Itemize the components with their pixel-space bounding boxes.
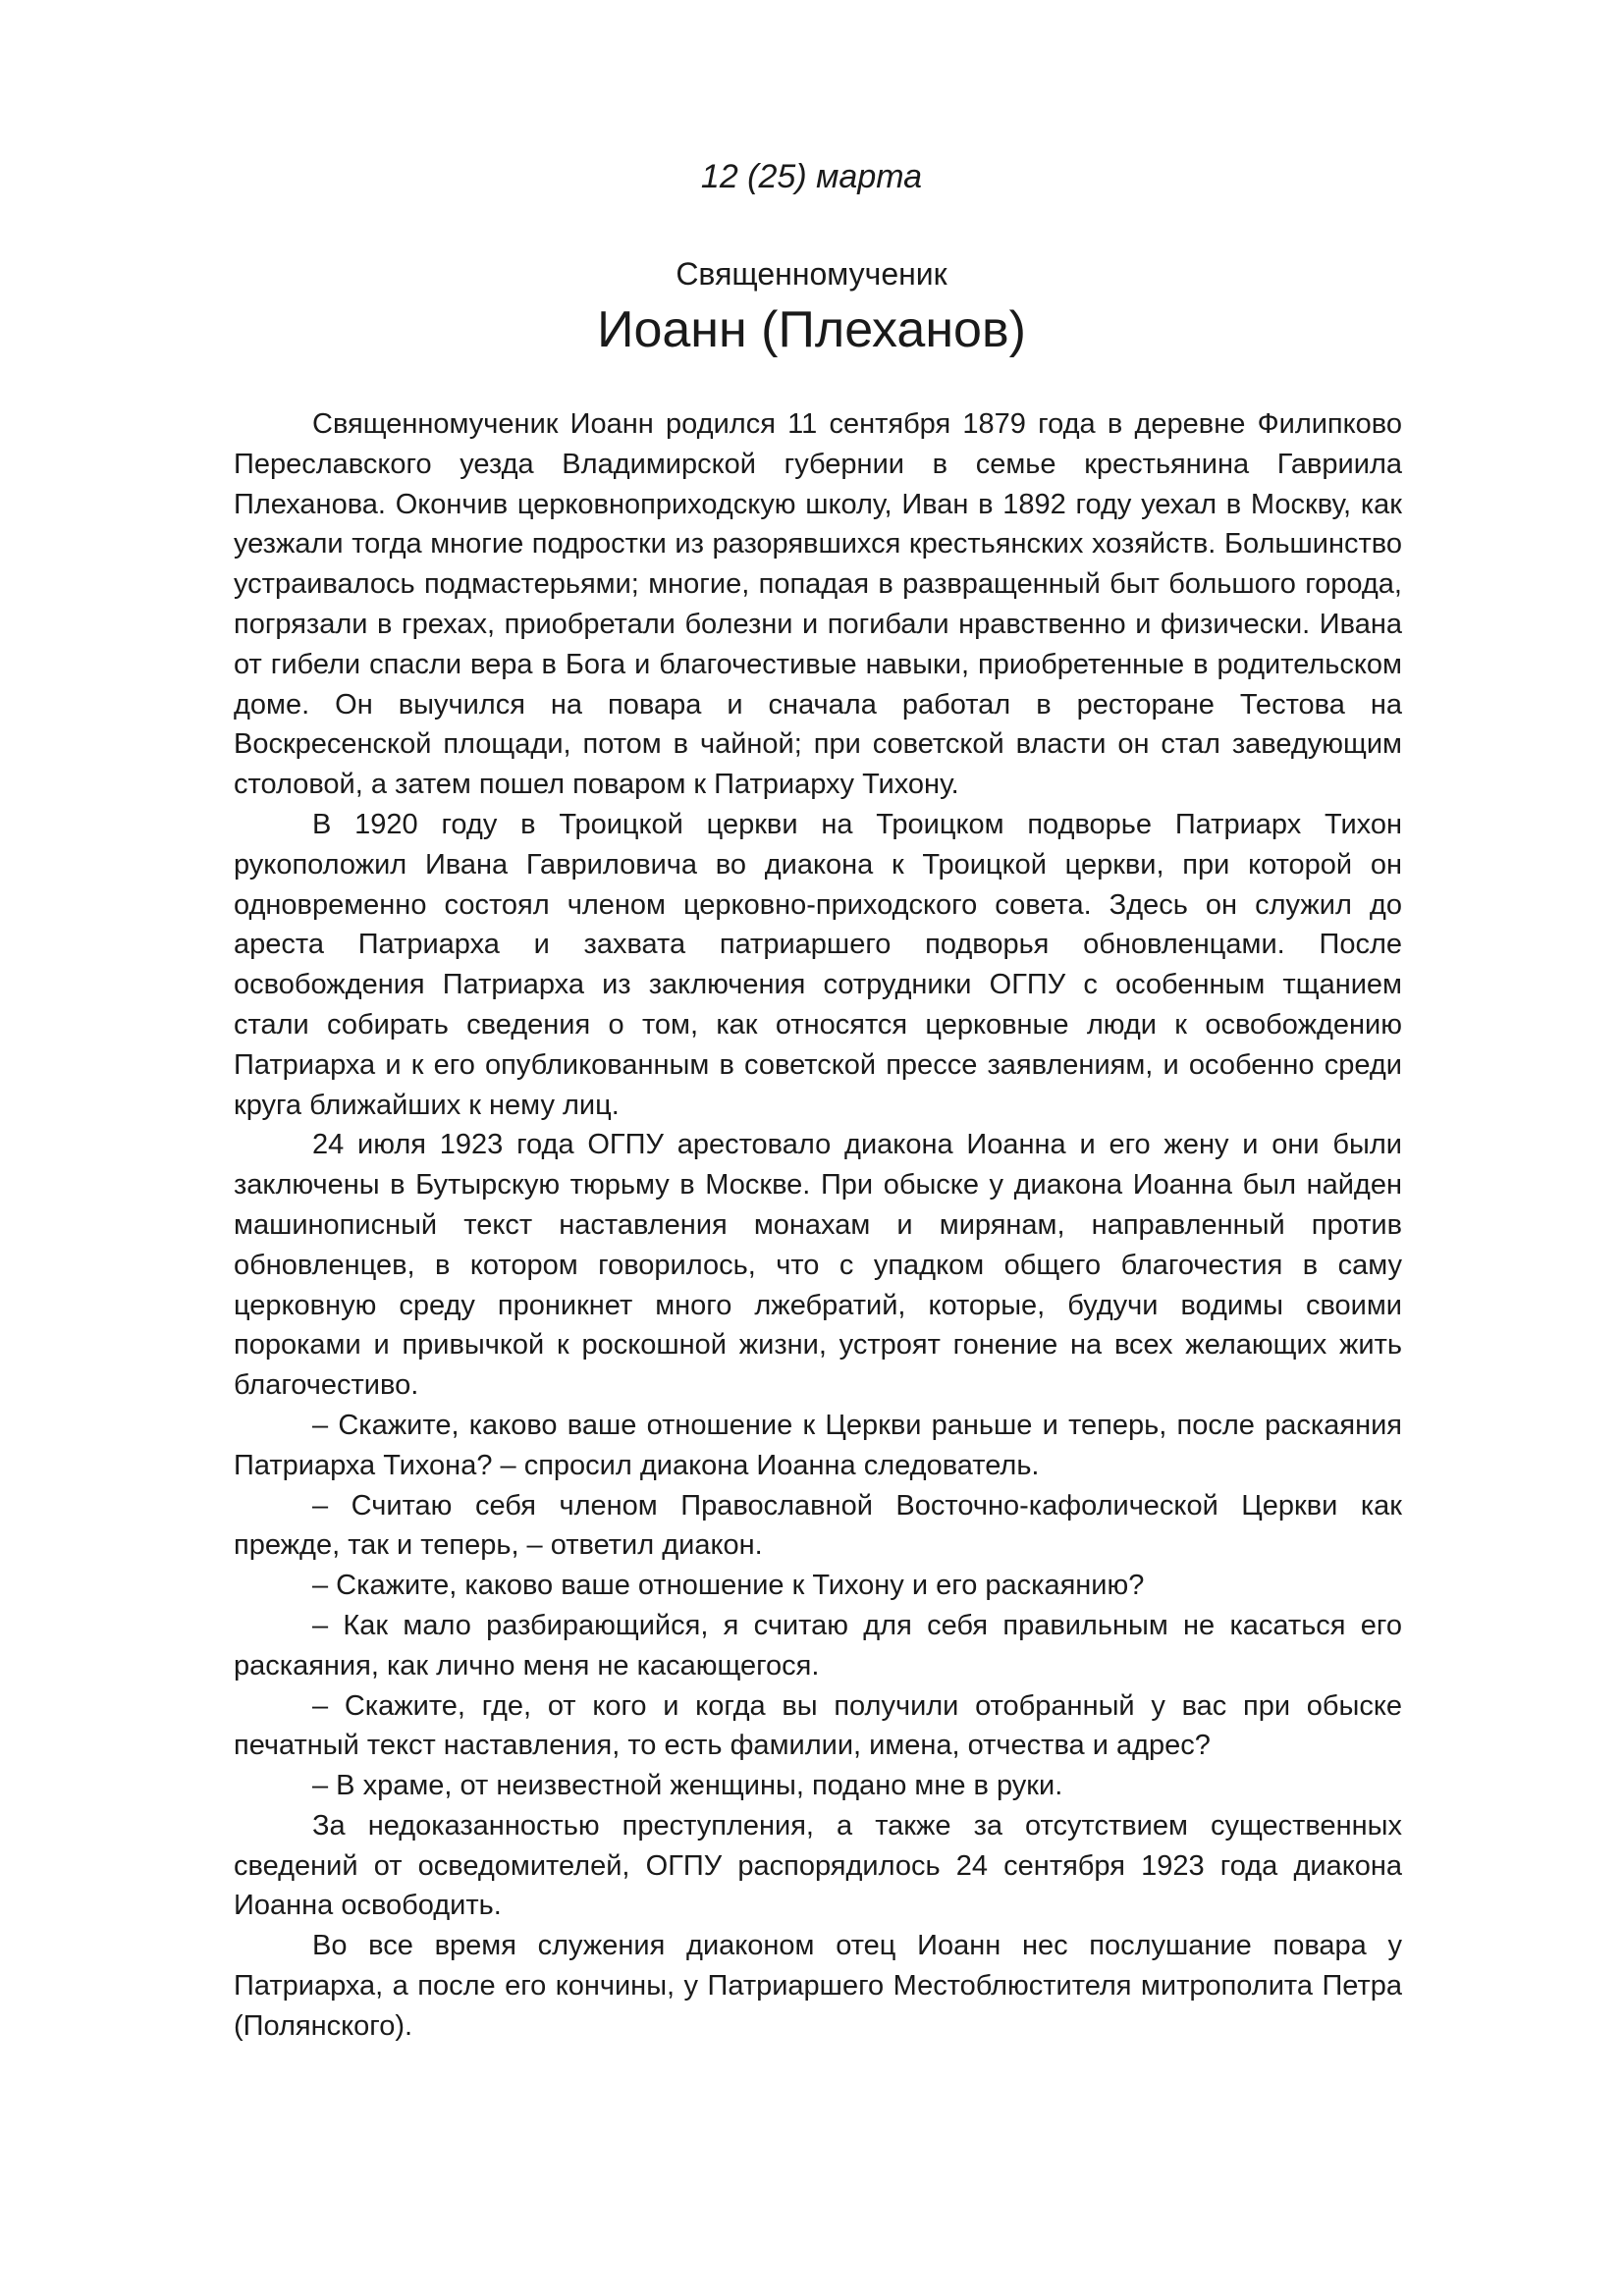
page-title: Иоанн (Плеханов): [597, 301, 1026, 358]
paragraph: За недоказанностью преступления, а также за отсутствием существенных сведений от осведомителей, ОГПУ распорядилось 24 сентября 1923 года диакона Иоанна освободить.: [234, 1809, 1402, 1922]
dialogue-line: – В храме, от неизвестной женщины, подано мне в руки.: [312, 1770, 1063, 1802]
paragraph: В 1920 году в Троицкой церкви на Троицком подворье Патриарх Тихон рукоположил Ивана Гавриловича во диакона к Троицкой церкви, при которой он одновременно состоял членом церковно-приходского совета. Здесь он служил до ареста Патриарха и захвата патриаршего подворья обновленцами. После освобождения Патриарха из заключения сотрудники ОГПУ с особенным тщанием стали собирать сведения о том, как относятся церковные люди к освобождению Патриарха и к его опубликованным в советской прессе заявлениям, и особенно среди круга ближайших к нему лиц.: [234, 808, 1402, 1121]
paragraph: Во все время служения диаконом отец Иоанн нес послушание повара у Патриарха, а после его кончины, у Патриаршего Местоблюстителя митрополита Петра (Полянского).: [234, 1930, 1402, 2042]
date-heading: 12 (25) марта: [700, 158, 923, 195]
dialogue-line: – Как мало разбирающийся, я считаю для себя правильным не касаться его раскаяния, как лично меня не касающегося.: [234, 1609, 1402, 1682]
title-prefix: Священномученик: [676, 256, 947, 292]
paragraph: Священномученик Иоанн родился 11 сентября 1879 года в деревне Филипково Переславского уезда Владимирской губернии в семье крестьянина Гавриила Плеханова. Окончив церковноприходскую школу, Иван в 1892 году уехал в Москву, как уезжали тогда многие подростки из разорявшихся крестьянских хозяйств. Большинство устраивалось подмастерьями; многие, попадая в развращенный быт большого города, погрязали в грехах, приобретали болезни и погибали нравственно и физически. Ивана от гибели спасли вера в Бога и благочестивые навыки, приобретенные в родительском доме. Он выучился на повара и сначала работал в ресторане Тестова на Воскресенской площади, потом в чайной; при советской власти он стал заведующим столовой, а затем пошел поваром к Патриарху Тихону.: [234, 408, 1402, 801]
paragraph: 24 июля 1923 года ОГПУ арестовало диакона Иоанна и его жену и они были заключены в Бутырскую тюрьму в Москве. При обыске у диакона Иоанна был найден машинописный текст наставления монахам и мирянам, направленный против обновленцев, в котором говорилось, что с упадком общего благочестия в саму церковную среду проникнет много лжебратий, которые, будучи водимы своими пороками и привычкой к роскошной жизни, устроят гонение на всех желающих жить благочестиво.: [234, 1129, 1402, 1402]
dialogue-line: – Скажите, где, от кого и когда вы получили отобранный у вас при обыске печатный текст наставления, то есть фамилии, имена, отчества и адрес?: [234, 1689, 1402, 1762]
article-body: [234, 404, 1402, 2047]
dialogue-line: – Считаю себя членом Православной Восточно-кафолической Церкви как прежде, так и теперь, – ответил диакон.: [234, 1489, 1402, 1562]
dialogue-line: – Скажите, каково ваше отношение к Церкви раньше и теперь, после раскаяния Патриарха Тихона? – спросил диакона Иоанна следователь.: [234, 1409, 1402, 1481]
dialogue-line: – Скажите, каково ваше отношение к Тихону и его раскаянию?: [312, 1570, 1145, 1602]
